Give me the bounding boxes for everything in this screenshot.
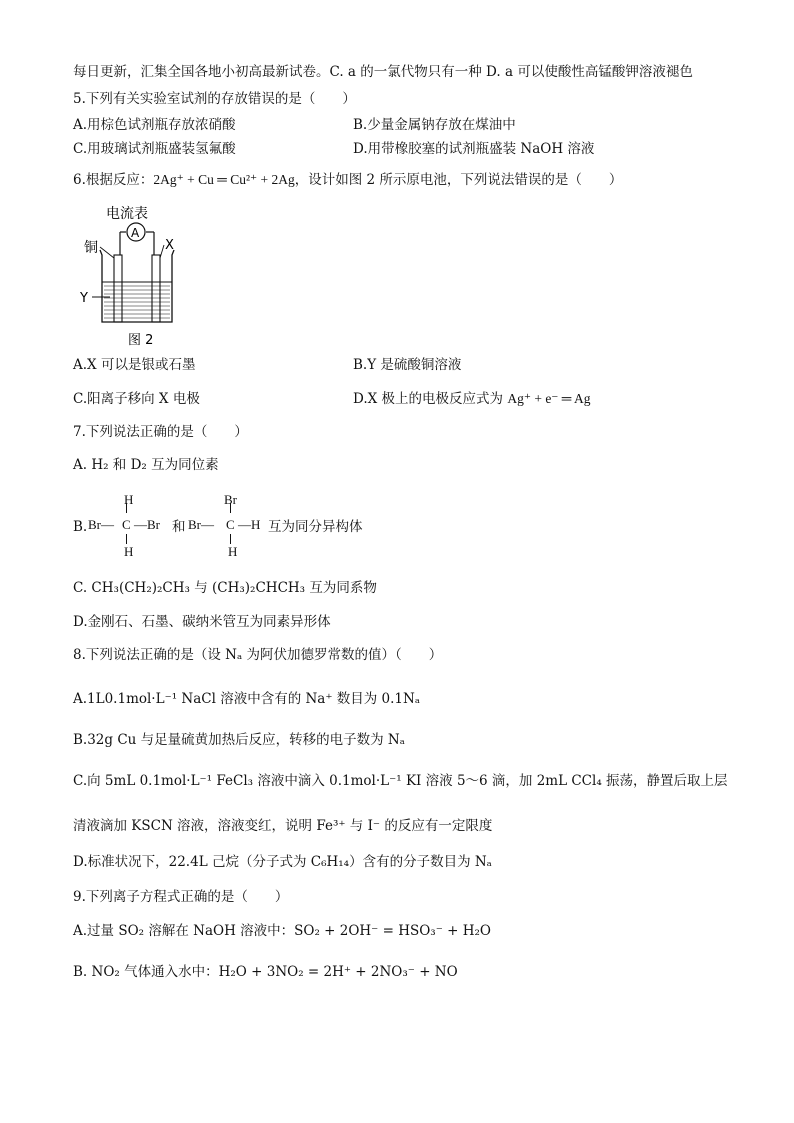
q6-option-c: C.阳离子移向 X 电极 (73, 391, 200, 407)
q7-stem: 7.下列说法正确的是（ ） (73, 424, 248, 440)
ammeter-symbol: A (131, 226, 140, 240)
q8-option-c-line1: C.向 5mL 0.1mol·L⁻¹ FeCl₃ 溶液中滴入 0.1mol·L⁻¹ KI 溶液 5～6 滴，加 2mL CCl₄ 振荡，静置后取上层 (73, 773, 728, 789)
fig-label-copper: 铜 (84, 240, 98, 256)
q6-option-a: A.X 可以是银或石墨 (73, 357, 196, 373)
q5-option-d: D.用带橡胶塞的试剂瓶盛装 NaOH 溶液 (353, 141, 595, 157)
struct2-right: —H (238, 517, 261, 532)
struct1-right: —Br (134, 517, 160, 532)
fig-meter-label: 电流表 (106, 206, 148, 222)
q7-option-a: A. H₂ 和 D₂ 互为同位素 (73, 457, 219, 473)
q8-option-d: D.标准状况下，22.4L 己烷（分子式为 C₆H₁₄）含有的分子数目为 Nₐ (73, 854, 492, 870)
q8-option-c-line2: 清液滴加 KSCN 溶液，溶液变红，说明 Fe³⁺ 与 I⁻ 的反应有一定限度 (73, 818, 493, 834)
q8-option-b: B.32g Cu 与足量硫黄加热后反应，转移的电子数为 Nₐ (73, 732, 405, 748)
q8-stem: 8.下列说法正确的是（设 Nₐ 为阿伏加德罗常数的值）（ ） (73, 647, 443, 663)
fig-label-y: Y (80, 291, 88, 306)
q6-stem-post: ，设计如图 2 所示原电池，下列说法错误的是（ ） (294, 172, 623, 188)
q9-option-a: A.过量 SO₂ 溶解在 NaOH 溶液中：SO₂ + 2OH⁻ = HSO₃⁻ + H₂O (73, 923, 491, 939)
q6-stem (73, 170, 622, 190)
q6-option-d-text: D.X 极上的电极反应式为 (353, 391, 508, 407)
struct2-center: C (226, 517, 235, 532)
electrode-copper (114, 255, 122, 322)
struct2-bottom: H (228, 544, 238, 559)
struct1-bottom: H (124, 544, 134, 559)
header-line: 每日更新，汇集全国各地小初高最新试卷。C. a 的一氯代物只有一种 D. a 可以使酸性高锰酸钾溶液褪色 (73, 64, 693, 80)
struct1-left: Br— (88, 517, 114, 532)
q6-option-b: B.Y 是硫酸铜溶液 (353, 357, 462, 373)
q5-option-b: B.少量金属钠存放在煤油中 (353, 117, 516, 133)
q9-option-b: B. NO₂ 气体通入水中：H₂O + 3NO₂ = 2H⁺ + 2NO₃⁻ + NO (73, 964, 458, 980)
figure-galvanic-cell (80, 200, 200, 350)
struct1-center: C (122, 517, 131, 532)
q5-option-a: A.用棕色试剂瓶存放浓硝酸 (73, 117, 236, 133)
q5-option-c: C.用玻璃试剂瓶盛装氢氟酸 (73, 141, 236, 157)
q7-option-b-suffix: 互为同分异构体 (268, 519, 363, 535)
structure-dibromomethane-2 (188, 492, 268, 562)
q8-option-a: A.1L0.1mol·L⁻¹ NaCl 溶液中含有的 Na⁺ 数目为 0.1Nₐ (73, 691, 421, 707)
fig-caption: 图 2 (128, 333, 154, 348)
struct2-top: Br (224, 492, 237, 507)
q7-option-b-mid: 和 (172, 519, 186, 535)
struct2-left: Br— (188, 517, 214, 532)
struct1-top: H (124, 492, 134, 507)
q9-stem: 9.下列离子方程式正确的是（ ） (73, 889, 289, 905)
structure-dibromomethane-1 (88, 492, 168, 562)
q6-reaction: 2Ag⁺ + Cu ═ Cu²⁺ + 2Ag (153, 172, 295, 187)
q5-stem: 5.下列有关实验室试剂的存放错误的是（ ） (73, 91, 356, 107)
q6-option-d (353, 389, 591, 409)
q7-option-d: D.金刚石、石墨、碳纳米管互为同素异形体 (73, 614, 331, 630)
fig-label-x: X (165, 238, 174, 253)
electrode-x (152, 255, 160, 322)
q6-option-d-equation: Ag⁺ + e⁻ ═ Ag (507, 391, 591, 406)
q6-stem-pre: 6.根据反应： (73, 172, 154, 188)
q7-option-c: C. CH₃(CH₂)₂CH₃ 与 (CH₃)₂CHCH₃ 互为同系物 (73, 580, 377, 596)
q7-option-b-prefix: B. (73, 519, 88, 535)
